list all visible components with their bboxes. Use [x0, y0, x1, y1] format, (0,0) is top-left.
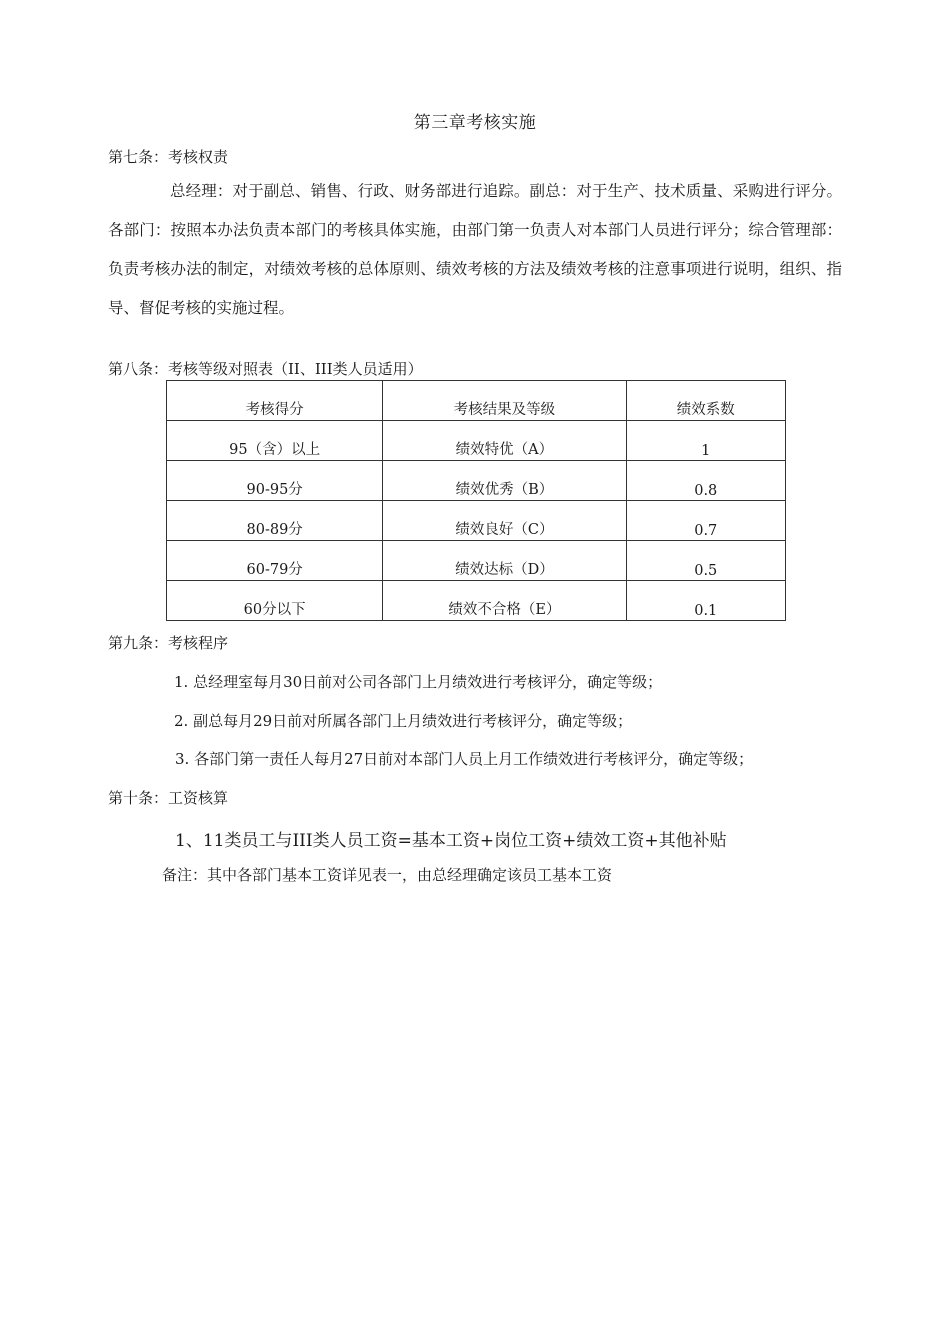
list-item: 2. 副总每月29日前对所属各部门上月绩效进行考核评分，确定等级；: [174, 712, 633, 730]
table-cell: 绩效不合格（E）: [383, 581, 626, 621]
article7-paragraph: 总经理：对于副总、销售、行政、财务部进行追踪。副总：对于生产、技术质量、采购进行评分。各部门：按照本办法负责本部门的考核具体实施，由部门第一负责人对本部门人员进行评分；综合管理部：负责考核办法的制定，对绩效考核的总体原则、绩效考核的方法及绩效考核的注意事项进行说明，组织、指导、督促考核的实施过程。: [108, 182, 842, 317]
table-cell: 绩效达标（D）: [383, 541, 626, 581]
table-cell: 绩效优秀（B）: [383, 461, 626, 501]
table-header-cell: 考核得分: [167, 381, 383, 421]
table-header-cell: 考核结果及等级: [383, 381, 626, 421]
list-item: 1. 总经理室每月30日前对公司各部门上月绩效进行考核评分，确定等级；: [174, 673, 663, 691]
table-cell: 60分以下: [167, 581, 383, 621]
table-cell: 1: [626, 421, 785, 461]
article10-heading: 第十条：工资核算: [108, 789, 229, 807]
table-row: [167, 581, 786, 621]
grade-table: [166, 380, 786, 621]
salary-note: 备注：其中各部门基本工资详见表一，由总经理确定该员工基本工资: [162, 866, 613, 884]
table-header-row: [167, 381, 786, 421]
table-cell: 80-89分: [167, 501, 383, 541]
table-cell: 0.7: [626, 501, 785, 541]
table-cell: 95（含）以上: [167, 421, 383, 461]
chapter-title: 第三章考核实施: [413, 113, 537, 133]
salary-formula: 1、11类员工与III类人员工资=基本工资+岗位工资+绩效工资+其他补贴: [175, 831, 727, 851]
table-row: [167, 461, 786, 501]
table-cell: 90-95分: [167, 461, 383, 501]
article9-heading: 第九条：考核程序: [108, 634, 229, 652]
table-cell: 0.1: [626, 581, 785, 621]
table-cell: 绩效特优（A）: [383, 421, 626, 461]
table-cell: 0.8: [626, 461, 785, 501]
table-cell: 绩效良好（C）: [383, 501, 626, 541]
table-header-cell: 绩效系数: [626, 381, 785, 421]
table-cell: 0.5: [626, 541, 785, 581]
table-row: [167, 421, 786, 461]
article8-heading: 第八条：考核等级对照表（II、III类人员适用）: [108, 360, 423, 378]
article7-heading: 第七条：考核权责: [108, 148, 229, 166]
table-cell: 60-79分: [167, 541, 383, 581]
table-row: [167, 501, 786, 541]
list-item: 3. 各部门第一责任人每月27日前对本部门人员上月工作绩效进行考核评分，确定等级；: [175, 750, 754, 768]
table-row: [167, 541, 786, 581]
